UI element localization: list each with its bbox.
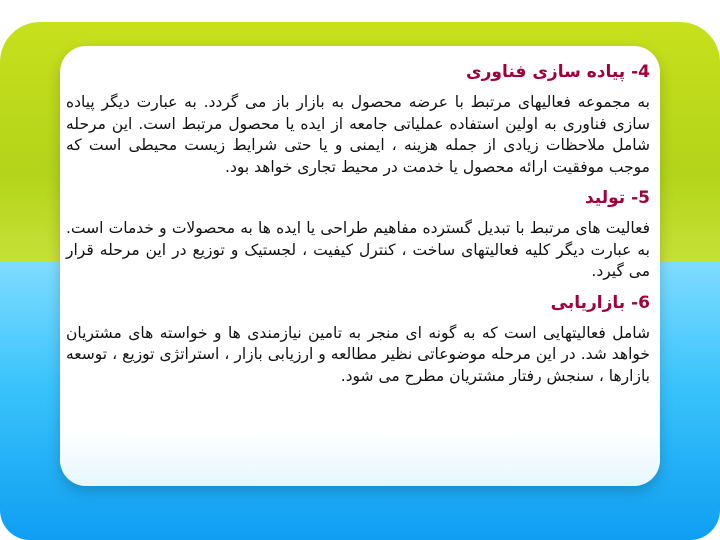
section-text-technology-implementation: به مجموعه فعالیهای مرتبط با عرضه محصول به بازار باز می گردد. به عبارت دیگر پیاده سازی فناوری به اولین استفاده عملیاتی جامعه از ایده یا محصول مرتبط است. این مرحله شامل ملاحظات زیادی از جمله هزینه ، ایمنی و یا حتی شرایط زیست محیطی است که موجب موفقیت ارائه محصول یا خدمت در محیط تجاری خواهد بود. (66, 93, 650, 176)
section-text-production: فعالیت های مرتبط با تبدیل گسترده مفاهیم طراحی یا ایده ها به محصولات و خدمات است. به عبارت دیگر کلیه فعالیتهای ساخت ، کنترل کیفیت ، لجستیک و توزیع در این مرحله قرار می گیرد. (66, 219, 650, 280)
section-heading-technology-implementation: 4- پیاده سازی فناوری (466, 62, 650, 82)
section-text-marketing: شامل فعالیتهایی است که به گونه ای منجر به تامین نیازمندی ها و خواسته های مشتریان خواهد شد. در این مرحله موضوعاتی نظیر مطالعه و ارزیابی بازار ، استراتژی توزیع ، توسعه بازارها ، سنجش رفتار مشتریان مطرح می شود. (66, 323, 650, 385)
section-heading-marketing: 6- بازاریابی (550, 292, 650, 313)
slide-content (66, 60, 650, 395)
section-heading-production: 5- تولید (584, 188, 650, 208)
